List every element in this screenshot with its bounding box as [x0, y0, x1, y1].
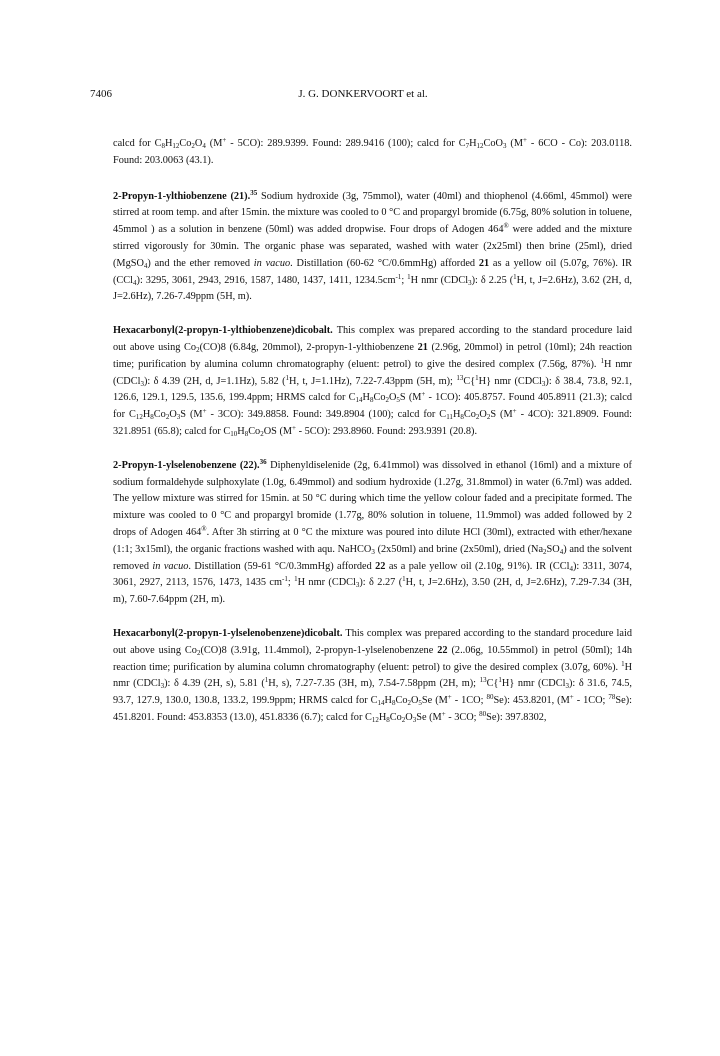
paragraph	[113, 626, 632, 727]
paragraph-text: calcd for $C_8H_{12}Co_2O_4$ (M+ - 5CO): 289.9399. Found: 289.9416 (100); calcd for $C_7H_{12}CoO_3$ (M+ - 6CO - Co): 203.0118. Found: 203.0063 (43.1).	[113, 136, 632, 166]
paragraph	[113, 189, 632, 307]
paragraph	[113, 323, 632, 441]
paragraph-title: 2-Propyn-1-ylthiobenzene (21).$^{35}$	[113, 188, 258, 202]
paragraph-title: Hexacarbonyl(2-propyn-1-ylthiobenzene)dicobalt.	[113, 325, 333, 337]
page-number: 7406	[90, 88, 112, 100]
paragraph-title: 2-Propyn-1-ylselenobenzene (22).$^{36}$	[113, 457, 267, 471]
paragraph	[113, 458, 632, 609]
paragraph-text: This complex was prepared according to the standard procedure laid out above using $Co_2(CO)8$ (6.84g, 20mmol), 2-propyn-1-ylthiobenzene 21 (2.96g, 20mmol) in petrol (10ml); 24h reaction time; purification by alumina column chromatography (eluent: petrol) to give the desired complex (7.56g, 87%). $^1$H nmr (CDCl$_3$): δ 4.39 (2H, d, J=1.1Hz), 5.82 ($^1$H, t, J=1.1Hz), 7.22-7.43ppm (5H, m); $^{13}$C{$^1$H} nmr (CDCl$_3$): δ 38.4, 73.8, 92.1, 126.6, 129.1, 129.5, 135.6, 199.4ppm; HRMS calcd for $C_{14}H_8Co_2O_5S$ (M+ - 1CO): 405.8757. Found 405.8911 (21.3); calcd for $C_{12}H_8Co_2O_3S$ (M+ - 3CO): 349.8858. Found: 349.8904 (100); calcd for $C_{11}H_8Co_2O_2S$ (M+ - 4CO): 321.8909. Found: 321.8951 (65.8); calcd for $C_{10}H_8Co_2OS$ (M+ - 5CO): 293.8960. Found: 293.9391 (20.8).	[113, 325, 633, 438]
running-head: J. G. DONKERVOORT et al.	[298, 88, 428, 100]
paragraph-text: Diphenyldiselenide (2g, 6.41mmol) was dissolved in ethanol (16ml) and a mixture of sodium formaldehyde sulphoxylate (1.0g, 6.49mmol) and sodium hydroxide (1.27g, 31.8mmol) in water (6.7ml) was added. The yellow mixture was stirred for 15min. at 50 °C during which time the yellow colour faded and a precipitate formed. The mixture was cooled to 0 °C and propargyl bromide (1.77g, 80% solution in toluene, 11.9mmol) was added followed by 2 drops of Adogen 464®. After 3h stirring at 0 °C the mixture was poured into dilute HCl (30ml), extracted with ether/hexane (1:1; 3x15ml), the organic fractions washed with aqu. NaHCO$_3$ (2x50ml) and brine (2x50ml), dried $(Na_2SO_4)$ and the solvent removed in vacuo. Distillation (59-61 °C/0.3mmHg) afforded 22 as a pale yellow oil (2.10g, 91%). IR (CCl$_4$): 3311, 3074, 3061, 2927, 2113, 1576, 1473, 1435 $cm^{-1}$; $^1$H nmr (CDCl$_3$): δ 2.27 ($^1$H, t, J=2.6Hz), 3.50 (2H, d, J=2.6Hz), 7.29-7.34 (3H, m), 7.60-7.64ppm (2H, m).	[113, 459, 632, 606]
paragraph	[113, 136, 632, 170]
paragraph-title: Hexacarbonyl(2-propyn-1-ylselenobenzene)dicobalt.	[113, 627, 343, 639]
body-text	[113, 136, 632, 744]
paragraph-text: This complex was prepared according to the standard procedure laid out above using $Co_2(CO)8$ (3.91g, 11.4mmol), 2-propyn-1-ylselenobenzene 22 (2..06g, 10.55mmol) in petrol (50ml); 14h reaction time; purification by alumina column chromatography (eluent: petrol) to give the desired complex (3.07g, 60%). $^1$H nmr (CDCl$_3$): δ 4.39 (2H, s), 5.81 ($^1$H, s), 7.27-7.35 (3H, m), 7.54-7.58ppm (2H, m); $^{13}$C{$^1$H} nmr (CDCl$_3$): δ 31.6, 74.5, 93.7, 127.9, 130.0, 130.8, 133.2, 199.9ppm; HRMS calcd for $C_{14}H_8Co_2O_5Se$ (M+ - 1CO; $^{80}$Se): 453.8201, (M+ - 1CO; $^{78}$Se): 451.8201. Found: 453.8353 (13.0), 451.8336 (6.7); calcd for $C_{12}H_8Co_2O_3Se$ (M+ - 3CO; $^{80}$Se): 397.8302,	[113, 627, 633, 724]
paragraph-text: Sodium hydroxide (3g, 75mmol), water (40ml) and thiophenol (4.66ml, 45mmol) were stirred at room temp. and after 15min. the mixture was cooled to 0 °C and propargyl bromide (6.75g, 80% solution in toluene, 45mmol ) as a solution in benzene (50ml) was added dropwise. Four drops of Adogen 464® were added and the mixture stirred vigorously for 30min. The organic phase was separated, washed with water (2x25ml) then brine (25ml), dried (MgSO$_4$) and the ether removed in vacuo. Distillation (60-62 °C/0.6mmHg) afforded 21 as a yellow oil (5.07g, 76%). IR (CCl$_4$): 3295, 3061, 2943, 2916, 1587, 1480, 1437, 1411, $1234.5cm^{-1}$; $^1$H nmr (CDCl$_3$): δ 2.25 ($^1$H, t, J=2.6Hz), 3.62 (2H, d, J=2.6Hz), 7.26-7.49ppm (5H, m).	[113, 190, 632, 303]
page-header	[90, 88, 636, 104]
